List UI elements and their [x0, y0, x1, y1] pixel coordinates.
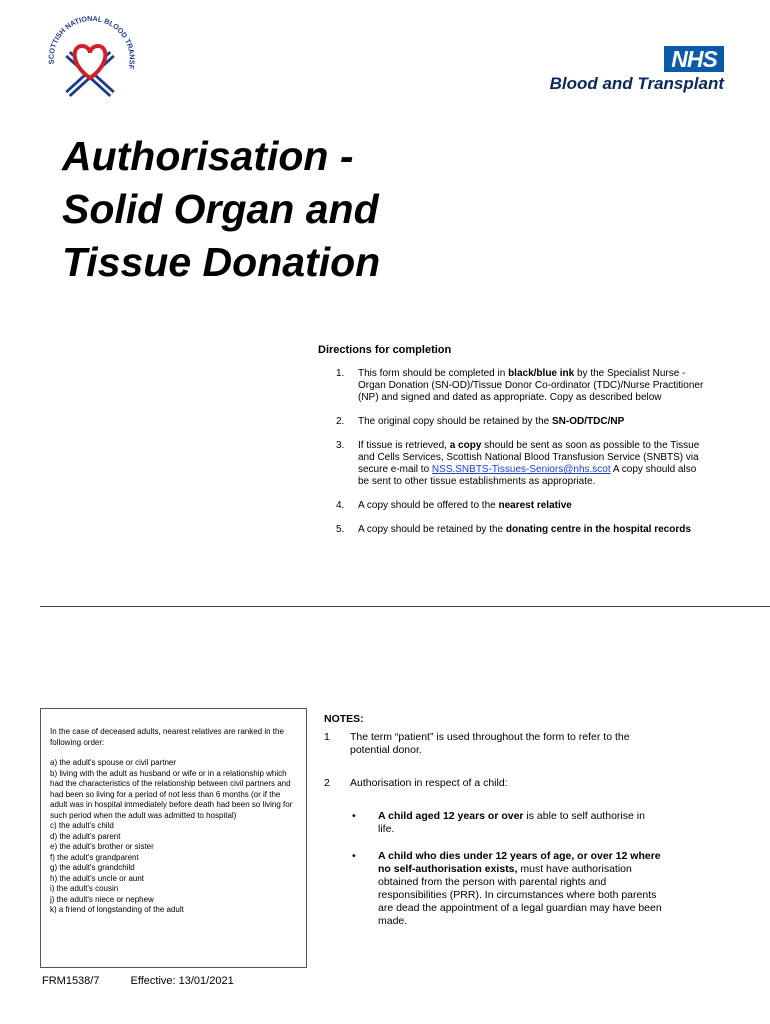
note-bullet-1	[350, 810, 664, 836]
note-item-1	[324, 731, 664, 757]
footer	[42, 975, 262, 987]
ranking-item: i) the adult's cousin	[50, 884, 119, 893]
direction-text	[358, 416, 708, 428]
ranking-item: e) the adult's brother or sister	[50, 842, 154, 851]
direction-text-part: should be sent as soon as possible to the Tissue and Cells Services, Scottish National Blood Transfusion Service (SNBTS) via secure e-mail to	[358, 440, 700, 475]
ranking-item: d) the adult's parent	[50, 831, 121, 841]
direction-item	[318, 368, 718, 404]
direction-emphasis: black/blue ink	[508, 368, 575, 379]
document-title	[62, 130, 482, 289]
direction-text-part: A copy should also be sent to other tissue establishments as appropriate.	[358, 464, 697, 487]
note-number: 2	[324, 777, 330, 789]
section-divider	[40, 606, 770, 607]
bullet-bold: A child who dies under 12 years of age, or over 12 where no self-authorisation exists,	[378, 850, 661, 875]
direction-text-part: by the Specialist Nurse - Organ Donation (SN-OD)/Tissue Donor Co-ordinator (TDC)/Nurse Practitioner (NP) and signed and dated as appropriate. Copy as described below	[358, 368, 704, 403]
ranking-item: h) the adult's uncle or aunt	[50, 873, 145, 883]
bullet-rest: must have authorisation obtained from the person with parental rights and responsibilities (PRR). In circumstances where both parents are dead the appointment of a legal guardian may have been made.	[378, 863, 662, 927]
ranking-list	[50, 758, 297, 916]
direction-number: 4.	[336, 500, 345, 511]
bullet-bold: A child aged 12 years or over	[378, 810, 524, 822]
note-bullet-2	[350, 850, 664, 928]
direction-item	[318, 440, 718, 488]
directions-list	[318, 368, 718, 536]
email-link[interactable]: NSS.SNBTS-Tissues-Seniors@nhs.scot	[431, 464, 611, 475]
ranking-item: g) the adult's grandchild	[50, 863, 135, 872]
direction-text-part: If tissue is retrieved,	[358, 440, 450, 451]
note-number: 1	[324, 731, 330, 743]
direction-number: 3.	[336, 440, 345, 451]
ranking-item: j) the adult's niece or nephew	[50, 894, 154, 904]
direction-text	[358, 440, 708, 488]
direction-text-part: A copy should be retained by the	[358, 524, 506, 535]
logo-ring-text: SCOTTISH NATIONAL BLOOD TRANSF	[46, 13, 137, 71]
ranking-item: a) the adult's spouse or civil partner	[50, 758, 177, 767]
directions-section	[318, 344, 718, 548]
direction-text	[358, 524, 708, 536]
nhs-logo: NHS	[664, 46, 724, 72]
direction-emphasis: donating centre in the hospital records	[505, 524, 691, 535]
direction-item	[318, 416, 718, 428]
bullet-text	[378, 850, 664, 928]
direction-emphasis: a copy	[449, 440, 482, 451]
direction-emphasis: SN-OD/TDC/NP	[552, 416, 625, 427]
title-line-3: Tissue Donation	[62, 239, 381, 285]
direction-text	[358, 500, 708, 512]
note-text: The term “patient” is used throughout the form to refer to the potential donor.	[350, 731, 630, 756]
bullet-icon: •	[352, 810, 356, 822]
nearest-relative-ranking-box	[40, 708, 307, 968]
direction-text-part: The original copy should be retained by the	[358, 416, 553, 427]
ranking-intro: In the case of deceased adults, nearest relatives are ranked in the following order:	[50, 727, 284, 747]
bullet-icon: •	[352, 850, 356, 862]
direction-number: 2.	[336, 416, 345, 427]
bullet-text	[378, 810, 664, 836]
ranking-item: f) the adult's grandparent	[50, 852, 139, 862]
direction-number: 1.	[336, 368, 345, 379]
title-line-1: Authorisation -	[62, 133, 354, 179]
snbts-logo	[40, 12, 140, 102]
direction-text	[358, 368, 708, 404]
ranking-item: c) the adult's child	[50, 821, 114, 830]
effective-date: Effective: 13/01/2021	[130, 975, 234, 987]
bullet-rest: is able to self authorise in life.	[378, 810, 645, 835]
direction-text-part: This form should be completed in	[358, 368, 509, 379]
directions-heading: Directions for completion	[318, 344, 452, 356]
notes-heading: NOTES:	[324, 713, 364, 725]
direction-emphasis: nearest relative	[498, 500, 572, 511]
form-code: FRM1538/7	[42, 975, 100, 987]
direction-item	[318, 500, 718, 512]
note-text: Authorisation in respect of a child:	[350, 777, 508, 789]
notes-section	[324, 713, 664, 942]
ranking-item: b) living with the adult as husband or wife or in a relationship which had the characteristics of the relationship between civil partners and had been so living for a period of not less than 6 months (or if the adult was in hospital immediately before death had been so living for such period when the adult was admitted to hospital)	[50, 768, 293, 820]
direction-item	[318, 524, 718, 536]
note-item-2	[324, 777, 664, 790]
nhsbt-org-name: Blood and Transplant	[549, 74, 724, 93]
ranking-item: k) a friend of longstanding of the adult	[50, 905, 184, 914]
direction-text-part: A copy should be offered to the	[358, 500, 499, 511]
title-line-2: Solid Organ and	[62, 186, 379, 232]
direction-number: 5.	[336, 524, 345, 535]
